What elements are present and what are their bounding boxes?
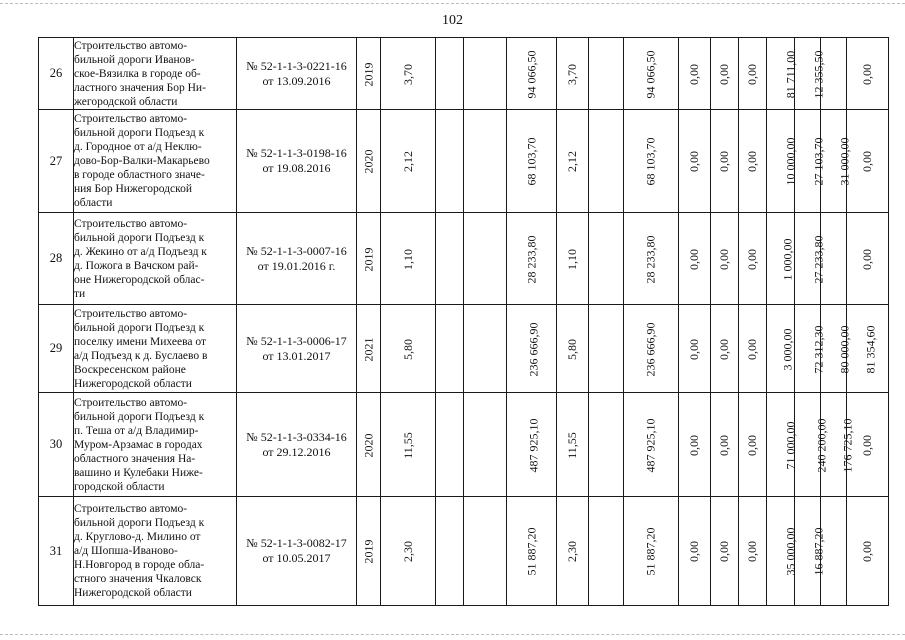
rotated-value: 5,80: [565, 338, 579, 360]
year-cell: [357, 393, 381, 497]
rotated-value: 2,30: [565, 541, 579, 562]
length-repeat-cell: [557, 38, 589, 110]
amount-cell-1: [679, 305, 711, 393]
empty-cell-a: [436, 38, 464, 110]
amount-cell-7: [847, 110, 889, 213]
empty-cell-b: [464, 110, 507, 213]
project-name-line: ния Бор Нижегородской: [74, 183, 193, 195]
rotated-value: 0,00: [745, 151, 759, 172]
permit-date: от 13.01.2017: [262, 348, 331, 363]
rotated-value: 0,00: [745, 338, 759, 360]
rotated-value: 71 000,00: [783, 421, 798, 469]
rotated-value: 1,10: [400, 248, 415, 270]
project-name-line: ти: [74, 287, 86, 300]
rotated-value: 72 312,30: [811, 325, 826, 373]
page-number: 102: [442, 13, 463, 28]
rotated-value: 0,00: [687, 248, 701, 270]
empty-cell-c: [589, 110, 624, 213]
row-number: 28: [39, 213, 74, 305]
rotated-value: 0,00: [717, 151, 731, 172]
empty-cell-b: [464, 305, 507, 393]
rotated-value: 0,00: [860, 541, 874, 562]
permit-reference: [237, 497, 357, 606]
row-number: 26: [39, 38, 74, 110]
permit-number: № 52-1-1-3-0082-17: [246, 536, 347, 550]
rotated-value: 68 103,70: [643, 137, 658, 186]
amount-cell-5: [795, 38, 826, 110]
rotated-value: 28 233,80: [643, 235, 658, 283]
amount-cell-2: [711, 393, 739, 497]
rotated-value: 35 000,00: [783, 527, 798, 576]
table-row: [39, 213, 889, 305]
amount-cell-4: [767, 38, 798, 110]
amount-cell-4: [767, 497, 798, 606]
project-name-line: Строительство автомо-: [74, 113, 188, 125]
amount-cell-2: [711, 110, 739, 213]
project-name: [74, 110, 237, 213]
rotated-value: 0,00: [717, 338, 731, 360]
empty-cell-b: [464, 497, 507, 606]
length-repeat-cell: [557, 393, 589, 497]
rotated-value: 1 000,00: [780, 238, 795, 280]
rotated-value: 81 711,00: [783, 50, 798, 98]
total-cost-cell: [507, 393, 557, 497]
total-cost-cell: [507, 38, 557, 110]
rotated-value: 0,00: [687, 63, 701, 85]
total-cost-repeat-cell: [624, 38, 679, 110]
project-name-line: Строительство автомо-: [74, 217, 188, 230]
rotated-value: 2,30: [400, 541, 415, 562]
rotated-value: 0,00: [745, 541, 759, 562]
amount-cell-1: [679, 213, 711, 305]
permit-date: от 10.05.2017: [262, 551, 331, 565]
rotated-value: 2020: [361, 149, 376, 174]
rotated-value: 487 925,10: [526, 418, 541, 472]
amount-cell-1: [679, 393, 711, 497]
rotated-value: 1,10: [565, 248, 579, 270]
length-cell: [381, 393, 436, 497]
year-cell: [357, 213, 381, 305]
amount-cell-3: [739, 110, 767, 213]
project-name-line: д. Пожога в Вачском рай-: [74, 259, 199, 272]
row-number: 29: [39, 305, 74, 393]
rotated-value: 51 887,20: [524, 527, 538, 576]
rotated-value: 176 725,10: [840, 418, 855, 472]
amount-cell-5: [795, 305, 826, 393]
empty-cell-c: [589, 38, 624, 110]
rotated-value: 0,00: [860, 434, 874, 456]
table-row: [39, 38, 889, 110]
rotated-value: 2021: [361, 337, 376, 361]
table-row: [39, 110, 889, 213]
project-name-line: Строительство автомо-: [74, 503, 188, 515]
permit-number: № 52-1-1-3-0006-17: [246, 333, 347, 348]
table-row: [39, 497, 889, 606]
rotated-value: 51 887,20: [643, 527, 658, 576]
project-name-line: Воскресенском районе: [74, 363, 186, 376]
empty-cell-c: [589, 305, 624, 393]
rotated-value: 0,00: [687, 151, 701, 172]
rotated-value: 11,55: [565, 431, 579, 459]
amount-cell-7: [847, 213, 889, 305]
rotated-value: 94 066,50: [524, 50, 538, 98]
total-cost-cell: [507, 497, 557, 606]
empty-cell-a: [436, 213, 464, 305]
rotated-value: 2019: [361, 539, 376, 564]
project-name-line: бильной дороги Подъезд к: [74, 321, 205, 334]
amount-cell-1: [679, 497, 711, 606]
total-cost-repeat-cell: [624, 497, 679, 606]
amount-cell-1: [679, 110, 711, 213]
project-name-line: Строительство автомо-: [74, 396, 188, 409]
rotated-value: 10 000,00: [783, 137, 798, 186]
amount-cell-3: [739, 38, 767, 110]
total-cost-repeat-cell: [624, 305, 679, 393]
rotated-value: 2,12: [400, 151, 415, 172]
rotated-value: 28 233,80: [524, 235, 538, 283]
amount-cell-3: [739, 393, 767, 497]
amount-cell-4: [767, 305, 795, 393]
amount-cell-3: [739, 305, 767, 393]
permit-reference: [237, 305, 357, 393]
rotated-value: 0,00: [745, 434, 759, 456]
rotated-value: 0,00: [717, 541, 731, 562]
project-name-line: поселку имени Михеева от: [74, 335, 206, 348]
rotated-value: 0,00: [717, 63, 731, 85]
project-name-line: п. Теша от а/д Владимир-: [74, 424, 199, 437]
row-number: 31: [39, 497, 74, 606]
rotated-value: 81 354,60: [863, 325, 878, 373]
rotated-value: 2019: [361, 247, 376, 271]
total-cost-repeat-cell: [624, 213, 679, 305]
permit-reference: [237, 393, 357, 497]
length-cell: [381, 213, 436, 305]
rotated-value: 80 000,00: [837, 325, 852, 373]
amount-cell-7: [847, 38, 889, 110]
empty-cell-c: [589, 393, 624, 497]
empty-cell-c: [589, 497, 624, 606]
project-name-line: д. Круглово-д. Милино от: [74, 531, 201, 543]
rotated-value: 0,00: [860, 63, 874, 85]
project-name-line: дово-Бор-Валки-Макарьево: [74, 155, 210, 167]
empty-cell-a: [436, 305, 464, 393]
row-number: 30: [39, 393, 74, 497]
amount-cell-3: [739, 497, 767, 606]
project-name-line: Строительство автомо-: [74, 307, 188, 320]
scan-edge-top: [0, 3, 905, 4]
project-name-line: д. Городное от а/д Неклю-: [74, 141, 202, 153]
amount-cell-7: [847, 497, 889, 606]
rotated-value: 236 666,90: [643, 322, 658, 376]
empty-cell-c: [589, 213, 624, 305]
rotated-value: 94 066,50: [643, 50, 658, 98]
rotated-value: 0,00: [687, 541, 701, 562]
total-cost-cell: [507, 213, 557, 305]
project-name: [74, 305, 237, 393]
rotated-value: 240 200,00: [814, 418, 829, 472]
length-cell: [381, 38, 436, 110]
length-repeat-cell: [557, 213, 589, 305]
rotated-value: 12 355,50: [811, 50, 826, 98]
project-name: [74, 213, 237, 305]
project-name-line: вашино и Кулебаки Ниже-: [74, 466, 203, 479]
empty-cell-b: [464, 393, 507, 497]
total-cost-repeat-cell: [624, 393, 679, 497]
rotated-value: 0,00: [687, 434, 701, 456]
amount-cell-4: [767, 393, 798, 497]
rotated-value: 0,00: [717, 434, 731, 456]
project-name-line: Н.Новгород в городе обла-: [74, 559, 205, 571]
empty-cell-a: [436, 393, 464, 497]
rotated-value: 68 103,70: [524, 137, 538, 186]
project-name-line: жегородской области: [74, 95, 178, 108]
amount-cell-5: [795, 213, 826, 305]
permit-number: № 52-1-1-3-0334-16: [246, 429, 347, 444]
rotated-value: 31 000,00: [837, 137, 852, 186]
permit-number: № 52-1-1-3-0221-16: [246, 58, 347, 73]
project-name-line: д. Жекино от а/д Подъезд к: [74, 245, 207, 258]
project-name-line: бильной дороги Подъезд к: [74, 127, 205, 139]
project-name-line: оне Нижегородской облас-: [74, 273, 205, 286]
project-name-line: а/д Подъезд к д. Буслаево в: [74, 349, 208, 362]
project-name-line: ское-Вязилка в городе об-: [74, 67, 201, 80]
amount-cell-4: [767, 213, 795, 305]
project-name-line: Нижегородской области: [74, 377, 192, 390]
year-cell: [357, 110, 381, 213]
length-repeat-cell: [557, 110, 589, 213]
empty-cell-a: [436, 110, 464, 213]
rotated-value: 0,00: [745, 63, 759, 85]
project-name-line: Нижегородской области: [74, 587, 192, 599]
amount-cell-4: [767, 110, 798, 213]
project-name-line: в городе областного значе-: [74, 169, 205, 181]
permit-date: от 29.12.2016: [262, 444, 331, 459]
empty-cell-b: [464, 213, 507, 305]
table-row: [39, 393, 889, 497]
project-name-line: городской области: [74, 480, 165, 493]
length-repeat-cell: [557, 305, 589, 393]
permit-date: от 13.09.2016: [262, 73, 331, 88]
project-name: [74, 38, 237, 110]
amount-cell-7: [847, 305, 889, 393]
rotated-value: 236 666,90: [526, 322, 541, 376]
amount-cell-1: [679, 38, 711, 110]
year-cell: [357, 305, 381, 393]
permit-reference: [237, 213, 357, 305]
rotated-value: 2,12: [565, 151, 579, 172]
rotated-value: 2019: [361, 62, 376, 86]
table-row: [39, 305, 889, 393]
rotated-value: 27 233,80: [811, 235, 826, 283]
construction-projects-table: [38, 37, 889, 606]
rotated-value: 0,00: [687, 338, 701, 360]
rotated-value: 0,00: [860, 248, 874, 270]
rotated-value: 3,70: [400, 63, 415, 85]
rotated-value: 0,00: [717, 248, 731, 270]
amount-cell-2: [711, 497, 739, 606]
permit-date: от 19.01.2016 г.: [257, 258, 336, 273]
permit-reference: [237, 110, 357, 213]
length-cell: [381, 497, 436, 606]
project-name-line: бильной дороги Иванов-: [74, 53, 195, 66]
permit-date: от 19.08.2016: [262, 161, 331, 175]
permit-number: № 52-1-1-3-0007-16: [246, 243, 347, 258]
rotated-value: 487 925,10: [643, 418, 658, 472]
permit-reference: [237, 38, 357, 110]
project-name-line: стного значения Чкаловск: [74, 573, 202, 585]
length-cell: [381, 110, 436, 213]
project-name-line: бильной дороги Подъезд к: [74, 410, 205, 423]
rotated-value: 27 103,70: [811, 137, 826, 186]
row-number: 27: [39, 110, 74, 213]
amount-cell-3: [739, 213, 767, 305]
year-cell: [357, 497, 381, 606]
rotated-value: 11,55: [400, 431, 415, 459]
year-cell: [357, 38, 381, 110]
project-name-line: а/д Шопша-Иваново-: [74, 545, 178, 557]
rotated-value: 5,80: [400, 338, 415, 360]
project-name-line: бильной дороги Подъезд к: [74, 517, 205, 529]
permit-number: № 52-1-1-3-0198-16: [246, 146, 347, 160]
project-name: [74, 393, 237, 497]
project-name-line: ластного значения Бор Ни-: [74, 81, 206, 94]
length-cell: [381, 305, 436, 393]
empty-cell-a: [436, 497, 464, 606]
rotated-value: 0,00: [745, 248, 759, 270]
rotated-value: 16 887,20: [811, 527, 826, 576]
empty-cell-b: [464, 38, 507, 110]
project-name-line: бильной дороги Подъезд к: [74, 231, 205, 244]
amount-cell-2: [711, 305, 739, 393]
amount-cell-2: [711, 38, 739, 110]
project-name-line: областного значения На-: [74, 452, 196, 465]
total-cost-cell: [507, 305, 557, 393]
total-cost-cell: [507, 110, 557, 213]
length-repeat-cell: [557, 497, 589, 606]
amount-cell-2: [711, 213, 739, 305]
project-name-line: области: [74, 197, 113, 209]
rotated-value: 2020: [361, 433, 376, 457]
rotated-value: 0,00: [860, 151, 874, 172]
project-name-line: Строительство автомо-: [74, 39, 188, 52]
rotated-value: 3,70: [565, 63, 579, 85]
scan-edge-bottom: [0, 634, 905, 635]
rotated-value: 3 000,00: [780, 328, 795, 370]
project-name: [74, 497, 237, 606]
project-name-line: Муром-Арзамас в городах: [74, 438, 203, 451]
total-cost-repeat-cell: [624, 110, 679, 213]
